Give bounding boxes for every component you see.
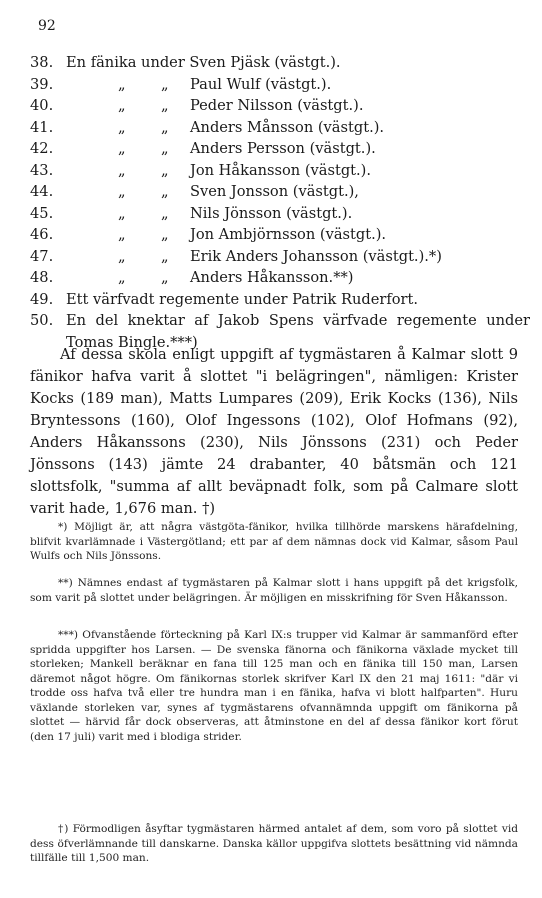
- item-name: Anders Håkansson.**): [190, 269, 354, 286]
- item-number: 46.: [30, 226, 54, 243]
- ditto-mark: „: [161, 118, 169, 136]
- item-number: 39.: [30, 75, 54, 93]
- ditto-mark: „: [161, 204, 169, 222]
- ditto-mark: „: [161, 247, 169, 265]
- list-item: [30, 117, 530, 139]
- ditto-mark: „: [161, 140, 169, 157]
- item-number: 44.: [30, 183, 54, 200]
- item-number: 40.: [30, 97, 54, 114]
- footnote: †) Förmodligen åsyftar tygmästaren härmed antalet af dem, som voro på slottet vid dess öfverlämnande till danskarne. Danska källor uppgifva slottets besättning vid nämnda tillfälle till 1,500 man.: [30, 823, 518, 864]
- item-number: 38.: [30, 54, 54, 71]
- list-item: [30, 52, 530, 74]
- item-number: 49.: [30, 290, 54, 308]
- ditto-mark: „: [118, 204, 126, 222]
- item-number: 50.: [30, 312, 54, 329]
- list-item: [30, 138, 530, 160]
- ditto-mark: „: [118, 140, 126, 157]
- item-text: En fänika under Sven Pjäsk (västgt.).: [66, 54, 341, 71]
- ditto-mark: „: [118, 118, 126, 136]
- list-item: [30, 160, 530, 182]
- footnote: **) Nämnes endast af tygmästaren på Kalmar slott i hans uppgift på det krigsfolk, som varit på slottet under belägringen. Är möjligen en misskrifning för Sven Håkansson.: [30, 577, 518, 604]
- list-item: [30, 181, 530, 203]
- item-name: Anders Månsson (västgt.).: [190, 118, 385, 136]
- list-item: [30, 246, 530, 268]
- troop-list: [30, 52, 530, 353]
- item-text: Ett värfvadt regemente under Patrik Ruderfort.: [66, 290, 418, 308]
- ditto-mark: „: [161, 97, 169, 114]
- list-item: [30, 74, 530, 96]
- item-name: Jon Håkansson (västgt.).: [190, 161, 372, 179]
- list-item: [30, 224, 530, 246]
- item-name: Nils Jönsson (västgt.).: [190, 204, 353, 222]
- item-number: 47.: [30, 247, 54, 265]
- item-number: 42.: [30, 140, 54, 157]
- list-item: [30, 95, 530, 117]
- page-number: 92: [38, 18, 56, 34]
- list-item: [30, 203, 530, 225]
- item-name: Anders Persson (västgt.).: [190, 140, 376, 157]
- ditto-mark: „: [118, 226, 126, 243]
- item-number: 45.: [30, 204, 54, 222]
- item-number: 41.: [30, 118, 54, 136]
- footnote: *) Möjligt är, att några västgöta-fänikor, hvilka tillhörde marskens härafdelning, blifvit kvarlämnade i Västergötland; ett par af dem nämnas dock vid Kalmar, såsom Paul Wulfs och Nils Jönssons.: [30, 521, 518, 562]
- ditto-mark: „: [118, 183, 126, 200]
- ditto-mark: „: [161, 75, 169, 93]
- item-text: En del knektar af Jakob Spens värfvade regemente under Tomas Bingle.***): [66, 312, 530, 351]
- list-item: [30, 289, 530, 311]
- item-name: Erik Anders Johansson (västgt.).*): [190, 247, 442, 265]
- ditto-mark: „: [118, 161, 126, 179]
- item-name: Sven Jonsson (västgt.),: [190, 183, 359, 200]
- item-name: Jon Ambjörnsson (västgt.).: [190, 226, 387, 243]
- ditto-mark: „: [118, 247, 126, 265]
- item-number: 48.: [30, 269, 54, 286]
- ditto-mark: „: [161, 161, 169, 179]
- ditto-mark: „: [118, 75, 126, 93]
- item-name: Paul Wulf (västgt.).: [190, 75, 332, 93]
- ditto-mark: „: [118, 269, 126, 286]
- footnote: ***) Ofvanstående förteckning på Karl IX:s trupper vid Kalmar är sammanförd efter spridda uppgifter hos Larsen. — De svenska fänorna och fänikorna växlade mycket till storleken; Mankell beräknar en fana till 125 man och en fänika till 150 man, Larsen däremot något högre. Om fänikornas storlek skrifver Karl IX den 21 maj 1611: "där vi trodde oss hafva två eller tre hundra man i en fänika, hafva vi blott halfparten". Huru växlande storleken var, synes af tygmästarens ofvannämnda uppgift om fänikorna på slottet — härvid får dock observeras, att åtminstone en del af dessa fänikor kort förut (den 17 juli) varit med i blodiga strider.: [30, 629, 518, 743]
- list-item: [30, 267, 530, 289]
- ditto-mark: „: [161, 183, 169, 200]
- item-number: 43.: [30, 161, 54, 179]
- ditto-mark: „: [161, 269, 169, 286]
- body-paragraph: Af dessa skola enligt uppgift af tygmästaren å Kalmar slott 9 fänikor hafva varit å slottet "i belägringen", nämligen: Krister Kocks (189 man), Matts Lumpares (209), Erik Kocks (136), Nils Bryntessons (160), Olof Ingessons (102), Olof Hofmans (92), Anders Håkanssons (230), Nils Jönssons (231) och Peder Jönssons (143) jämte 24 drabanter, 40 båtsmän och 121 slottsfolk, "summa af allt beväpnadt folk, som på Calmare slott varit hade, 1,676 man. †): [30, 346, 518, 517]
- ditto-mark: „: [161, 226, 169, 243]
- item-name: Peder Nilsson (västgt.).: [190, 97, 364, 114]
- ditto-mark: „: [118, 97, 126, 114]
